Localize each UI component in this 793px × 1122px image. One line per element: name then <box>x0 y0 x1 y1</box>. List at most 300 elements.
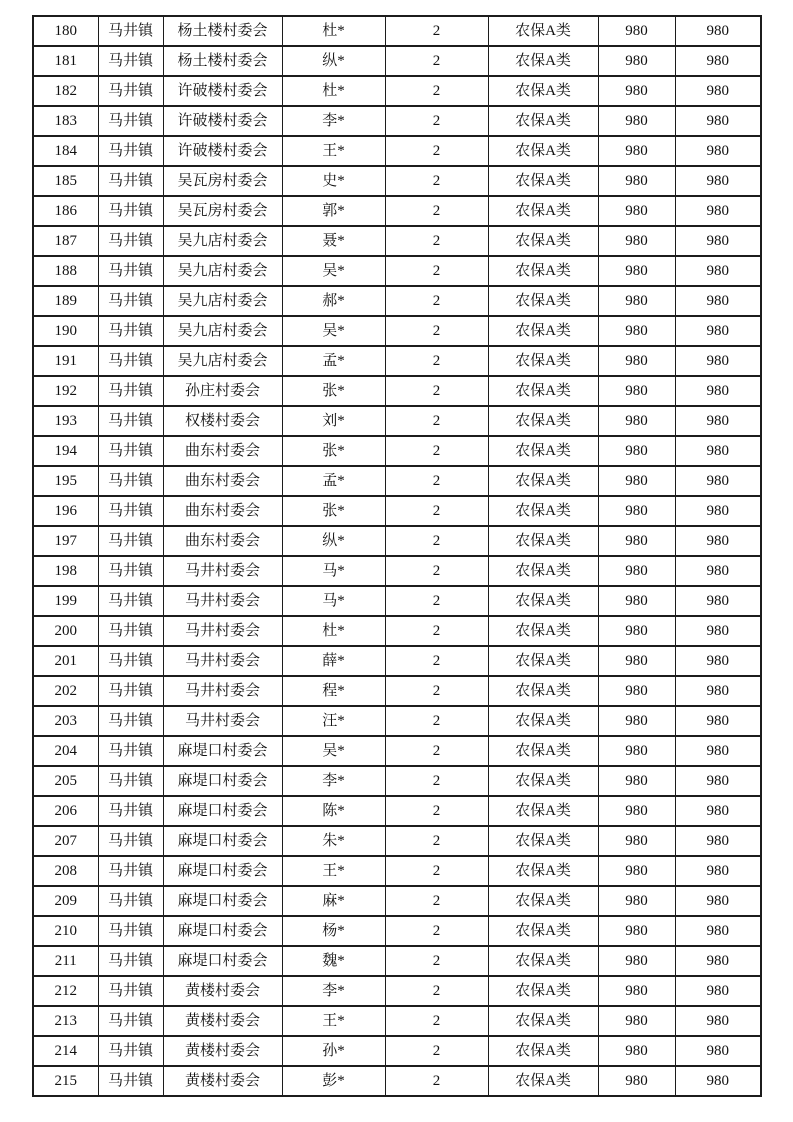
table-row <box>33 346 761 376</box>
cell-person-count: 2 <box>385 946 488 976</box>
cell-insurance-category: 农保A类 <box>488 946 598 976</box>
cell-amount-paid: 980 <box>675 886 761 916</box>
cell-row-number: 189 <box>33 286 98 316</box>
cell-insurance-category: 农保A类 <box>488 136 598 166</box>
cell-amount-paid: 980 <box>675 136 761 166</box>
cell-insurance-category: 农保A类 <box>488 496 598 526</box>
cell-village-committee: 曲东村委会 <box>163 496 282 526</box>
cell-insurance-category: 农保A类 <box>488 226 598 256</box>
cell-amount-standard: 980 <box>598 766 675 796</box>
cell-row-number: 185 <box>33 166 98 196</box>
table-row <box>33 946 761 976</box>
cell-village-committee: 麻堤口村委会 <box>163 916 282 946</box>
cell-amount-standard: 980 <box>598 616 675 646</box>
cell-row-number: 182 <box>33 76 98 106</box>
cell-amount-paid: 980 <box>675 796 761 826</box>
cell-person-count: 2 <box>385 106 488 136</box>
cell-village-committee: 曲东村委会 <box>163 466 282 496</box>
cell-amount-standard: 980 <box>598 586 675 616</box>
cell-town: 马井镇 <box>98 556 163 586</box>
cell-amount-paid: 980 <box>675 916 761 946</box>
cell-insurance-category: 农保A类 <box>488 166 598 196</box>
table-row <box>33 916 761 946</box>
cell-village-committee: 黄楼村委会 <box>163 976 282 1006</box>
cell-insurance-category: 农保A类 <box>488 376 598 406</box>
cell-amount-standard: 980 <box>598 736 675 766</box>
cell-village-committee: 麻堤口村委会 <box>163 946 282 976</box>
cell-masked-name: 王* <box>282 1006 385 1036</box>
table-row <box>33 46 761 76</box>
cell-masked-name: 孙* <box>282 1036 385 1066</box>
cell-row-number: 201 <box>33 646 98 676</box>
cell-row-number: 203 <box>33 706 98 736</box>
cell-town: 马井镇 <box>98 346 163 376</box>
cell-masked-name: 王* <box>282 856 385 886</box>
cell-masked-name: 杨* <box>282 916 385 946</box>
cell-row-number: 184 <box>33 136 98 166</box>
cell-person-count: 2 <box>385 976 488 1006</box>
table-row <box>33 196 761 226</box>
table-row <box>33 736 761 766</box>
cell-amount-paid: 980 <box>675 76 761 106</box>
table-row <box>33 436 761 466</box>
cell-person-count: 2 <box>385 736 488 766</box>
cell-row-number: 202 <box>33 676 98 706</box>
cell-amount-paid: 980 <box>675 436 761 466</box>
cell-amount-standard: 980 <box>598 676 675 706</box>
cell-person-count: 2 <box>385 586 488 616</box>
cell-town: 马井镇 <box>98 196 163 226</box>
cell-town: 马井镇 <box>98 886 163 916</box>
cell-amount-paid: 980 <box>675 1066 761 1096</box>
cell-amount-paid: 980 <box>675 1006 761 1036</box>
cell-masked-name: 程* <box>282 676 385 706</box>
cell-person-count: 2 <box>385 286 488 316</box>
cell-person-count: 2 <box>385 16 488 46</box>
cell-amount-paid: 980 <box>675 646 761 676</box>
cell-insurance-category: 农保A类 <box>488 766 598 796</box>
cell-amount-standard: 980 <box>598 166 675 196</box>
cell-person-count: 2 <box>385 706 488 736</box>
cell-town: 马井镇 <box>98 1066 163 1096</box>
cell-village-committee: 许破楼村委会 <box>163 106 282 136</box>
cell-insurance-category: 农保A类 <box>488 196 598 226</box>
cell-row-number: 183 <box>33 106 98 136</box>
cell-village-committee: 许破楼村委会 <box>163 76 282 106</box>
cell-amount-standard: 980 <box>598 286 675 316</box>
cell-town: 马井镇 <box>98 166 163 196</box>
cell-person-count: 2 <box>385 46 488 76</box>
cell-row-number: 187 <box>33 226 98 256</box>
table-row <box>33 616 761 646</box>
cell-row-number: 195 <box>33 466 98 496</box>
cell-insurance-category: 农保A类 <box>488 1036 598 1066</box>
cell-amount-paid: 980 <box>675 286 761 316</box>
cell-town: 马井镇 <box>98 436 163 466</box>
table-row <box>33 466 761 496</box>
cell-village-committee: 马井村委会 <box>163 676 282 706</box>
cell-row-number: 214 <box>33 1036 98 1066</box>
cell-town: 马井镇 <box>98 76 163 106</box>
cell-amount-standard: 980 <box>598 226 675 256</box>
cell-masked-name: 杜* <box>282 76 385 106</box>
cell-person-count: 2 <box>385 466 488 496</box>
table-row <box>33 676 761 706</box>
cell-amount-paid: 980 <box>675 556 761 586</box>
cell-person-count: 2 <box>385 196 488 226</box>
cell-person-count: 2 <box>385 796 488 826</box>
table-row <box>33 976 761 1006</box>
cell-amount-standard: 980 <box>598 76 675 106</box>
cell-amount-standard: 980 <box>598 706 675 736</box>
cell-town: 马井镇 <box>98 706 163 736</box>
cell-village-committee: 黄楼村委会 <box>163 1006 282 1036</box>
cell-insurance-category: 农保A类 <box>488 76 598 106</box>
cell-person-count: 2 <box>385 76 488 106</box>
cell-insurance-category: 农保A类 <box>488 796 598 826</box>
cell-village-committee: 吴瓦房村委会 <box>163 196 282 226</box>
cell-person-count: 2 <box>385 496 488 526</box>
cell-amount-standard: 980 <box>598 46 675 76</box>
cell-person-count: 2 <box>385 616 488 646</box>
cell-town: 马井镇 <box>98 256 163 286</box>
cell-village-committee: 吴瓦房村委会 <box>163 166 282 196</box>
cell-amount-standard: 980 <box>598 466 675 496</box>
cell-person-count: 2 <box>385 406 488 436</box>
beneficiary-table <box>32 15 762 1097</box>
cell-row-number: 190 <box>33 316 98 346</box>
table-row <box>33 406 761 436</box>
table-row <box>33 286 761 316</box>
table-row <box>33 586 761 616</box>
cell-masked-name: 郝* <box>282 286 385 316</box>
cell-insurance-category: 农保A类 <box>488 616 598 646</box>
cell-village-committee: 马井村委会 <box>163 706 282 736</box>
cell-masked-name: 史* <box>282 166 385 196</box>
cell-amount-standard: 980 <box>598 1006 675 1036</box>
cell-insurance-category: 农保A类 <box>488 46 598 76</box>
cell-insurance-category: 农保A类 <box>488 436 598 466</box>
cell-amount-paid: 980 <box>675 826 761 856</box>
cell-amount-standard: 980 <box>598 796 675 826</box>
cell-amount-standard: 980 <box>598 946 675 976</box>
cell-masked-name: 陈* <box>282 796 385 826</box>
cell-amount-paid: 980 <box>675 46 761 76</box>
cell-town: 马井镇 <box>98 1006 163 1036</box>
cell-masked-name: 李* <box>282 106 385 136</box>
cell-masked-name: 孟* <box>282 466 385 496</box>
cell-town: 马井镇 <box>98 646 163 676</box>
cell-insurance-category: 农保A类 <box>488 106 598 136</box>
cell-row-number: 191 <box>33 346 98 376</box>
cell-row-number: 210 <box>33 916 98 946</box>
cell-row-number: 196 <box>33 496 98 526</box>
cell-masked-name: 张* <box>282 436 385 466</box>
cell-row-number: 206 <box>33 796 98 826</box>
table-row <box>33 166 761 196</box>
table-row <box>33 76 761 106</box>
cell-town: 马井镇 <box>98 766 163 796</box>
table-row <box>33 106 761 136</box>
cell-amount-standard: 980 <box>598 136 675 166</box>
cell-town: 马井镇 <box>98 226 163 256</box>
table-row <box>33 256 761 286</box>
cell-amount-standard: 980 <box>598 436 675 466</box>
table-row <box>33 316 761 346</box>
cell-insurance-category: 农保A类 <box>488 1066 598 1096</box>
cell-insurance-category: 农保A类 <box>488 676 598 706</box>
cell-insurance-category: 农保A类 <box>488 256 598 286</box>
cell-insurance-category: 农保A类 <box>488 556 598 586</box>
cell-masked-name: 张* <box>282 376 385 406</box>
cell-amount-standard: 980 <box>598 376 675 406</box>
cell-person-count: 2 <box>385 676 488 706</box>
cell-amount-paid: 980 <box>675 466 761 496</box>
cell-person-count: 2 <box>385 136 488 166</box>
table-row <box>33 1036 761 1066</box>
cell-amount-paid: 980 <box>675 226 761 256</box>
cell-insurance-category: 农保A类 <box>488 526 598 556</box>
cell-village-committee: 麻堤口村委会 <box>163 796 282 826</box>
cell-town: 马井镇 <box>98 916 163 946</box>
cell-person-count: 2 <box>385 766 488 796</box>
cell-masked-name: 李* <box>282 976 385 1006</box>
cell-town: 马井镇 <box>98 796 163 826</box>
cell-village-committee: 麻堤口村委会 <box>163 886 282 916</box>
cell-amount-standard: 980 <box>598 496 675 526</box>
cell-amount-paid: 980 <box>675 676 761 706</box>
cell-village-committee: 黄楼村委会 <box>163 1036 282 1066</box>
cell-town: 马井镇 <box>98 316 163 346</box>
cell-town: 马井镇 <box>98 46 163 76</box>
cell-amount-standard: 980 <box>598 406 675 436</box>
cell-insurance-category: 农保A类 <box>488 316 598 346</box>
cell-row-number: 194 <box>33 436 98 466</box>
cell-town: 马井镇 <box>98 136 163 166</box>
table-body <box>33 16 761 1096</box>
cell-masked-name: 薛* <box>282 646 385 676</box>
cell-insurance-category: 农保A类 <box>488 856 598 886</box>
cell-masked-name: 孟* <box>282 346 385 376</box>
table-row <box>33 1066 761 1096</box>
cell-row-number: 213 <box>33 1006 98 1036</box>
cell-village-committee: 马井村委会 <box>163 586 282 616</box>
cell-masked-name: 纵* <box>282 526 385 556</box>
cell-person-count: 2 <box>385 916 488 946</box>
table-row <box>33 886 761 916</box>
cell-masked-name: 杜* <box>282 16 385 46</box>
cell-row-number: 211 <box>33 946 98 976</box>
cell-insurance-category: 农保A类 <box>488 736 598 766</box>
cell-insurance-category: 农保A类 <box>488 586 598 616</box>
cell-person-count: 2 <box>385 436 488 466</box>
cell-amount-standard: 980 <box>598 886 675 916</box>
cell-person-count: 2 <box>385 346 488 376</box>
cell-amount-standard: 980 <box>598 526 675 556</box>
cell-row-number: 192 <box>33 376 98 406</box>
cell-amount-standard: 980 <box>598 256 675 286</box>
cell-masked-name: 朱* <box>282 826 385 856</box>
cell-village-committee: 麻堤口村委会 <box>163 766 282 796</box>
cell-row-number: 193 <box>33 406 98 436</box>
cell-insurance-category: 农保A类 <box>488 16 598 46</box>
cell-village-committee: 麻堤口村委会 <box>163 856 282 886</box>
cell-person-count: 2 <box>385 376 488 406</box>
cell-town: 马井镇 <box>98 976 163 1006</box>
table-row <box>33 856 761 886</box>
cell-masked-name: 马* <box>282 556 385 586</box>
table-row <box>33 1006 761 1036</box>
cell-village-committee: 吴九店村委会 <box>163 346 282 376</box>
cell-masked-name: 彭* <box>282 1066 385 1096</box>
cell-town: 马井镇 <box>98 616 163 646</box>
cell-insurance-category: 农保A类 <box>488 1006 598 1036</box>
cell-amount-paid: 980 <box>675 946 761 976</box>
cell-row-number: 198 <box>33 556 98 586</box>
cell-town: 马井镇 <box>98 526 163 556</box>
cell-amount-paid: 980 <box>675 706 761 736</box>
cell-amount-standard: 980 <box>598 346 675 376</box>
cell-amount-paid: 980 <box>675 616 761 646</box>
cell-village-committee: 许破楼村委会 <box>163 136 282 166</box>
cell-masked-name: 李* <box>282 766 385 796</box>
cell-insurance-category: 农保A类 <box>488 346 598 376</box>
cell-amount-paid: 980 <box>675 766 761 796</box>
cell-amount-standard: 980 <box>598 1066 675 1096</box>
cell-person-count: 2 <box>385 256 488 286</box>
cell-town: 马井镇 <box>98 466 163 496</box>
cell-person-count: 2 <box>385 1066 488 1096</box>
table-row <box>33 136 761 166</box>
table-row <box>33 496 761 526</box>
cell-village-committee: 吴九店村委会 <box>163 316 282 346</box>
cell-masked-name: 马* <box>282 586 385 616</box>
cell-row-number: 181 <box>33 46 98 76</box>
cell-amount-standard: 980 <box>598 1036 675 1066</box>
table-row <box>33 826 761 856</box>
cell-row-number: 208 <box>33 856 98 886</box>
cell-amount-standard: 980 <box>598 316 675 346</box>
table-row <box>33 226 761 256</box>
cell-row-number: 215 <box>33 1066 98 1096</box>
table-row <box>33 766 761 796</box>
cell-village-committee: 麻堤口村委会 <box>163 736 282 766</box>
cell-village-committee: 吴九店村委会 <box>163 256 282 286</box>
cell-insurance-category: 农保A类 <box>488 286 598 316</box>
cell-village-committee: 马井村委会 <box>163 646 282 676</box>
cell-masked-name: 麻* <box>282 886 385 916</box>
cell-amount-paid: 980 <box>675 106 761 136</box>
cell-town: 马井镇 <box>98 496 163 526</box>
cell-village-committee: 马井村委会 <box>163 556 282 586</box>
cell-town: 马井镇 <box>98 736 163 766</box>
cell-person-count: 2 <box>385 166 488 196</box>
cell-amount-standard: 980 <box>598 916 675 946</box>
cell-person-count: 2 <box>385 316 488 346</box>
cell-person-count: 2 <box>385 556 488 586</box>
cell-person-count: 2 <box>385 1006 488 1036</box>
cell-town: 马井镇 <box>98 676 163 706</box>
cell-person-count: 2 <box>385 646 488 676</box>
cell-town: 马井镇 <box>98 106 163 136</box>
cell-row-number: 188 <box>33 256 98 286</box>
cell-row-number: 205 <box>33 766 98 796</box>
cell-masked-name: 吴* <box>282 736 385 766</box>
cell-amount-standard: 980 <box>598 976 675 1006</box>
cell-amount-paid: 980 <box>675 346 761 376</box>
cell-village-committee: 麻堤口村委会 <box>163 826 282 856</box>
cell-masked-name: 魏* <box>282 946 385 976</box>
cell-amount-standard: 980 <box>598 646 675 676</box>
cell-masked-name: 杜* <box>282 616 385 646</box>
cell-town: 马井镇 <box>98 856 163 886</box>
cell-amount-paid: 980 <box>675 736 761 766</box>
cell-row-number: 186 <box>33 196 98 226</box>
cell-row-number: 204 <box>33 736 98 766</box>
cell-town: 马井镇 <box>98 16 163 46</box>
cell-person-count: 2 <box>385 226 488 256</box>
cell-village-committee: 吴九店村委会 <box>163 226 282 256</box>
cell-masked-name: 聂* <box>282 226 385 256</box>
cell-amount-paid: 980 <box>675 856 761 886</box>
cell-masked-name: 吴* <box>282 316 385 346</box>
cell-village-committee: 杨土楼村委会 <box>163 16 282 46</box>
cell-row-number: 197 <box>33 526 98 556</box>
table-row <box>33 16 761 46</box>
cell-town: 马井镇 <box>98 826 163 856</box>
cell-insurance-category: 农保A类 <box>488 646 598 676</box>
cell-insurance-category: 农保A类 <box>488 976 598 1006</box>
cell-town: 马井镇 <box>98 946 163 976</box>
cell-masked-name: 吴* <box>282 256 385 286</box>
cell-amount-paid: 980 <box>675 256 761 286</box>
cell-town: 马井镇 <box>98 406 163 436</box>
cell-amount-paid: 980 <box>675 316 761 346</box>
cell-insurance-category: 农保A类 <box>488 826 598 856</box>
cell-town: 马井镇 <box>98 286 163 316</box>
cell-row-number: 200 <box>33 616 98 646</box>
cell-insurance-category: 农保A类 <box>488 406 598 436</box>
cell-amount-paid: 980 <box>675 376 761 406</box>
cell-village-committee: 曲东村委会 <box>163 526 282 556</box>
cell-amount-paid: 980 <box>675 526 761 556</box>
table-row <box>33 376 761 406</box>
cell-village-committee: 孙庄村委会 <box>163 376 282 406</box>
cell-town: 马井镇 <box>98 376 163 406</box>
cell-amount-standard: 980 <box>598 16 675 46</box>
cell-amount-paid: 980 <box>675 166 761 196</box>
cell-amount-paid: 980 <box>675 976 761 1006</box>
cell-amount-standard: 980 <box>598 556 675 586</box>
cell-row-number: 209 <box>33 886 98 916</box>
cell-masked-name: 汪* <box>282 706 385 736</box>
cell-row-number: 212 <box>33 976 98 1006</box>
cell-insurance-category: 农保A类 <box>488 466 598 496</box>
cell-amount-standard: 980 <box>598 106 675 136</box>
cell-amount-standard: 980 <box>598 826 675 856</box>
cell-village-committee: 马井村委会 <box>163 616 282 646</box>
cell-insurance-category: 农保A类 <box>488 886 598 916</box>
cell-masked-name: 刘* <box>282 406 385 436</box>
table-row <box>33 646 761 676</box>
cell-village-committee: 杨土楼村委会 <box>163 46 282 76</box>
cell-person-count: 2 <box>385 826 488 856</box>
table-row <box>33 706 761 736</box>
cell-masked-name: 郭* <box>282 196 385 226</box>
cell-amount-standard: 980 <box>598 196 675 226</box>
cell-person-count: 2 <box>385 886 488 916</box>
cell-person-count: 2 <box>385 856 488 886</box>
